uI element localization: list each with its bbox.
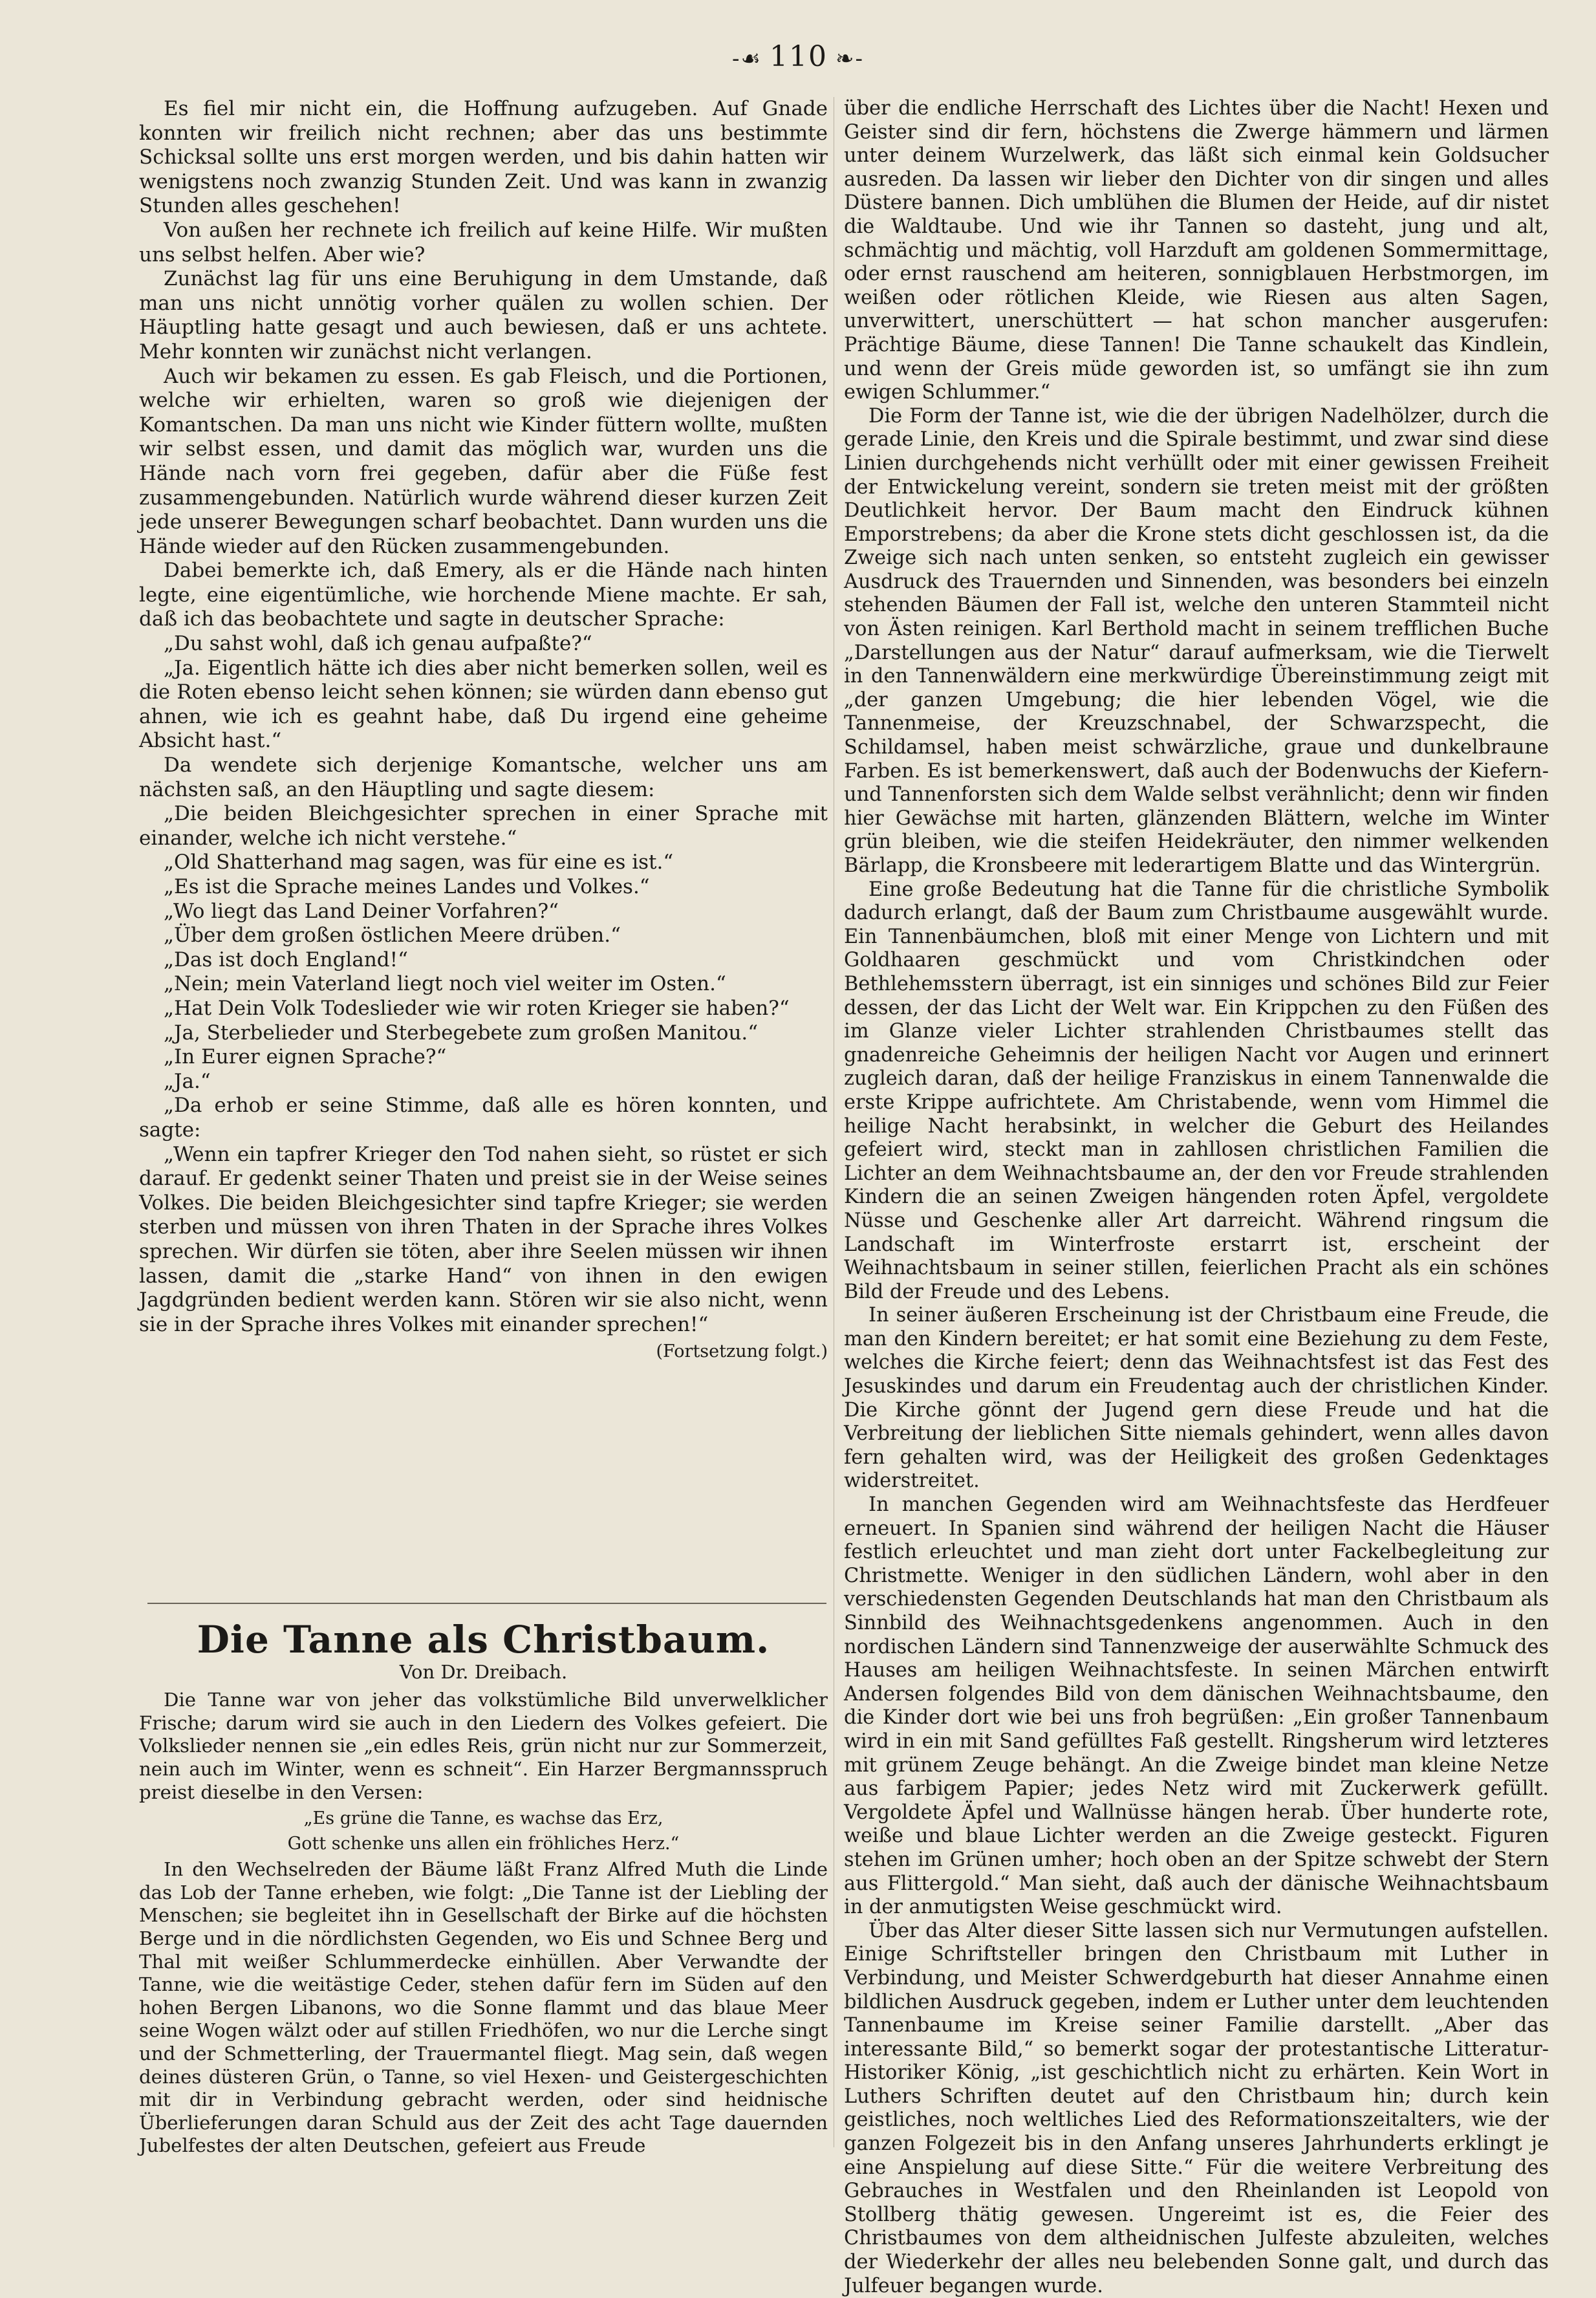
article-paragraph: In seiner äußeren Erscheinung ist der Christbaum eine Freude, die man den Kindern bereitet; er hat somit eine Beziehung zu dem Feste, welches die Kirche feiert; denn das Weihnachtsfest ist das Fest des Jesuskindes und darum ein Freudentag auch der christlichen Kinder. Die Kirche gönnt der Jugend gern diese Freude und hat die Verbreitung der lieblichen Sitte niemals gehindert, wenn alles davon fern gehalten wird, was der Heiligkeit des großen Gedenktages widerstreitet. bbox=[844, 1304, 1549, 1493]
article-paragraph: Die Form der Tanne ist, wie die der übrigen Nadelhölzer, durch die gerade Linie, den Kreis und die Spirale bestimmt, und zwar sind diese Linien durchgehends nicht verhüllt oder mit einer gewissen Freiheit der Entwickelung vereint, sondern sie treten meist mit der größten Deutlichkeit hervor. Der Baum macht den Eindruck kühnen Emporstrebens; da aber die Krone stets dicht geschlossen ist, da die Zweige sich nach unten senken, so entsteht zugleich ein gewisser Ausdruck des Trauernden und Sinnenden, was besonders bei einzeln stehenden Bäumen der Fall ist, welche den unteren Stammteil nicht von Ästen reinigen. Karl Berthold macht in seinem trefflichen Buche „Darstellungen aus der Natur“ darauf aufmerksam, wie die Tierwelt in den Tannenwäldern eine merkwürdige Übereinstimmung zeigt mit „der ganzen Umgebung; die hier lebenden Vögel, wie die Tannenmeise, der Kreuzschnabel, der Schwarzspecht, die Schildamsel, haben meist schwärzliche, graue und dunkelbraune Farben. Es ist bemerkenswert, daß auch der Bodenwuchs der Kiefern- und Tannenforsten sich dem Walde selbst verähnlicht; denn wir finden hier Gewächse mit harten, glänzenden Blättern, welche im Winter grün bleiben, wie die steifen Heidekräuter, den nimmer welkenden Bärlapp, die Kronsbeere mit lederartigem Blatte und das Wintergrün. bbox=[844, 404, 1549, 877]
article-paragraph: Eine große Bedeutung hat die Tanne für die christliche Symbolik dadurch erlangt, daß der Baum zum Christbaume ausgewählt wurde. Ein Tannenbäumchen, bloß mit einer Menge von Lichtern und mit Goldhaaren geschmückt und vom Christkindchen oder Bethlehemsstern überragt, ist ein sinniges und schönes Bild zur Feier dessen, der das Licht der Welt war. Ein Krippchen zu den Füßen des im Glanze vieler Lichter strahlenden Christbaumes stellt das gnadenreiche Geheimnis der heiligen Nacht vor Augen und erinnert zugleich daran, daß der heilige Franziskus in einem Tannenwalde die erste Krippe aufrichtete. Am Christabende, wenn vom Himmel die heilige Nacht herabsinkt, in welcher die Geburt des Heilandes gefeiert wird, steckt man in zahllosen christlichen Familien die Lichter an dem Weihnachtsbaume an, der den vor Freude strahlenden Kindern die an seinen Zweigen hängenden roten Äpfel, vergoldete Nüsse und Geschenke aller Art darreicht. Während ringsum die Landschaft im Winterfroste erstarrt ist, erscheint der Weihnachtsbaum in seiner stillen, feierlichen Pracht als ein schönes Bild der Freude und des Lebens. bbox=[844, 878, 1549, 1303]
continuation-note: (Fortsetzung folgt.) bbox=[656, 1341, 828, 1362]
article-paragraph: In manchen Gegenden wird am Weihnachtsfeste das Herdfeuer erneuert. In Spanien sind während der heiligen Nacht die Häuser festlich erleuchtet und man zieht dort unter Fackelbegleitung zur Christmette. Weniger in den südlichen Ländern, wohl aber in den verschiedensten Gegenden Deutschlands hat man den Christbaum als Sinnbild des Weihnachtsgedenkens angenommen. Auch in den nordischen Ländern sind Tannenzweige der auserwählte Schmuck des Hauses am heiligen Weihnachtsfeste. In seinen Märchen entwirft Andersen folgendes Bild von dem dänischen Weihnachtsbaume, den die Kinder dort wie bei uns froh begrüßen: „Ein großer Tannenbaum wird in ein mit Sand gefülltes Faß gestellt. Ringsherum wird letzteres mit grünem Zeuge behängt. An die Zweige bindet man kleine Netze aus farbigem Papier; jedes Netz wird mit Zuckerwerk gefüllt. Vergoldete Äpfel und Wallnüsse hängen herab. Über hunderte rote, weiße und blaue Lichter werden an die Zweige gesteckt. Figuren stehen im Grünen umher; hoch oben an der Spitze schwebt der Stern aus Flittergold.“ Man sieht, daß auch der dänische Weihnachtsbaum in der anmutigsten Weise geschmückt wird. bbox=[844, 1493, 1549, 1919]
article-paragraph: über die endliche Herrschaft des Lichtes über die Nacht! Hexen und Geister sind dir fern, höchstens die Zwerge hämmern und lärmen unter deinem Wurzelwerk, das läßt sich einmal kein Goldsucher ausreden. Da lassen wir lieber den Dichter von dir singen und alles Düstere bannen. Dich umblühen die Blumen der Heide, auf dir nistet die Waldtaube. Und wie ihr Tannen so dasteht, jung und alt, schmächtig und mächtig, voll Harzduft am goldenen Sommermittage, oder ernst rauschend am heiteren, sonnigblauen Herbstmorgen, im weißen oder rötlichen Kleide, wie Riesen aus alten Sagen, unverwittert, unerschüttert — hat schon mancher ausgerufen: Prächtige Bäume, diese Tannen! Die Tanne schaukelt das Kindlein, und wenn der Greis müde geworden ist, so umfängt sie ihn zum ewigen Schlummer.“ bbox=[844, 97, 1549, 404]
story-dialogue: „Du sahst wohl, daß ich genau aufpaßte?“ bbox=[164, 632, 592, 656]
story-dialogue: „Ja, Sterbelieder und Sterbegebete zum großen Manitou.“ bbox=[164, 1021, 759, 1045]
story-column bbox=[139, 97, 828, 1594]
section-divider bbox=[147, 1603, 826, 1604]
story-paragraph: Es fiel mir nicht ein, die Hoffnung aufzugeben. Auf Gnade konnten wir freilich nicht rechnen; aber das uns bestimmte Schicksal sollte uns erst morgen werden, und bis dahin hatten wir wenigstens noch zwanzig Stunden Zeit. Und was kann in zwanzig Stunden alles geschehen! bbox=[139, 97, 828, 218]
verse-line: „Es grüne die Tanne, es wachse das Erz, bbox=[303, 1808, 663, 1829]
article-byline: Von Dr. Dreibach. bbox=[399, 1660, 568, 1683]
story-dialogue: „Die beiden Bleichgesichter sprechen in einer Sprache mit einander, welche ich nicht verstehe.“ bbox=[139, 802, 828, 850]
story-paragraph: Da wendete sich derjenige Komantsche, welcher uns am nächsten saß, an den Häuptling und sagte diesem: bbox=[139, 753, 828, 801]
article-paragraph: Über das Alter dieser Sitte lassen sich nur Vermutungen aufstellen. Einige Schriftsteller bringen den Christbaum mit Luther in Verbindung, und Meister Schwerdgeburth hat dieser Annahme einen bildlichen Ausdruck gegeben, indem er Luther unter dem leuchtenden Tannenbaume im Kreise seiner Familie darstellt. „Aber das interessante Bild,“ so bemerkt sogar der protestantische Litteratur-Historiker König, „ist geschichtlich nicht zu erhärten. Kein Wort in Luthers Schriften deutet auf den Christbaum hin; durch kein geistliches, noch weltliches Lied des Reformationszeitalters, wie der ganzen Folgezeit bis in den Anfang unseres Jahrhunderts erklingt je eine Anspielung auf diese Sitte.“ Für die weitere Verbreitung des Gebrauches in Westfalen und den Rheinlanden ist Leopold von Stollberg thätig gewesen. Ungereimt ist es, die Feier des Christbaumes von dem altheidnischen Julfeste abzuleiten, welches der Wiederkehr der alles neu belebenden Sonne galt, und durch das Julfeuer begangen wurde. bbox=[844, 1919, 1549, 2297]
right-ornament-icon: ❧- bbox=[835, 46, 864, 72]
story-dialogue: „Ja.“ bbox=[164, 1069, 211, 1093]
article-right-column bbox=[844, 97, 1549, 2298]
story-paragraph: Von außen her rechnete ich freilich auf keine Hilfe. Wir mußten uns selbst helfen. Aber wie? bbox=[139, 218, 828, 266]
story-dialogue: „Nein; mein Vaterland liegt noch viel weiter im Osten.“ bbox=[164, 972, 726, 996]
story-dialogue: „Wenn ein tapfrer Krieger den Tod nahen sieht, so rüstet er sich darauf. Er gedenkt seiner Thaten und preist sie in der Weise seines Volkes. Die beiden Bleichgesichter sind tapfre Krieger; sie werden sterben und müssen von ihren Thaten in der Sprache ihres Volkes sprechen. Wir dürfen sie töten, aber ihre Seelen müssen wir ihnen lassen, damit die „starke Hand“ von ihnen in den ewigen Jagdgründen bedient werden kann. Stören wir sie also nicht, wenn sie in der Sprache ihres Volkes mit einander sprechen!“ bbox=[139, 1142, 828, 1336]
story-paragraph: Auch wir bekamen zu essen. Es gab Fleisch, und die Portionen, welche wir erhielten, waren so groß wie diejenigen der Komantschen. Da man uns nicht wie Kinder füttern wollte, mußten wir selbst essen, und damit das möglich war, wurden uns die Hände nach vorn frei gegeben, dafür aber die Füße fest zusammengebunden. Natürlich wurde während dieser kurzen Zeit jede unserer Bewegungen scharf beobachtet. Dann wurden uns die Hände wieder auf den Rücken zusammengebunden. bbox=[139, 364, 828, 558]
story-dialogue: „In Eurer eignen Sprache?“ bbox=[164, 1045, 447, 1069]
story-dialogue: „Über dem großen östlichen Meere drüben.“ bbox=[164, 924, 621, 948]
story-dialogue: „Das ist doch England!“ bbox=[164, 948, 408, 971]
story-dialogue: „Ja. Eigentlich hätte ich dies aber nicht bemerken sollen, weil es die Roten ebenso leicht sehen können; sie würden dann ebenso gut ahnen, wie ich es geahnt habe, daß Du irgend eine geheime Absicht hast.“ bbox=[139, 656, 828, 753]
story-dialogue: „Old Shatterhand mag sagen, was für eine es ist.“ bbox=[164, 851, 674, 874]
article-paragraph: In den Wechselreden der Bäume läßt Franz Alfred Muth die Linde das Lob der Tanne erheben, wie folgt: „Die Tanne ist der Liebling der Menschen; sie begleitet ihn in Gesellschaft der Birke auf die höchsten Berge und in die nördlichsten Gegenden, wo Eis und Schnee Berg und Thal mit weißer Schlummerdecke einhüllen. Aber Verwandte der Tanne, wie die weitästige Ceder, stehen dafür fern im Süden auf den hohen Bergen Libanons, wo die Sonne flammt und das blaue Meer seine Wogen wälzt oder auf stillen Friedhöfen, wo nur die Lerche singt und der Schmetterling, der Trauermantel fliegt. Mag sein, daß wegen deines düsteren Grün, o Tanne, so viel Hexen- und Geistergeschichten mit dir in Verbindung gebracht werden, oder sind heidnische Überlieferungen daran Schuld aus der Zeit des acht Tage dauernden Jubelfestes der alten Deutschen, gefeiert aus Freude bbox=[139, 1858, 828, 2157]
story-paragraph: Dabei bemerkte ich, daß Emery, als er die Hände nach hinten legte, eine eigentümliche, wie horchende Miene machte. Er sah, daß ich das beobachtete und sagte in deutscher Sprache: bbox=[139, 559, 828, 631]
page-number bbox=[0, 40, 1596, 73]
verse-line: Gott schenke uns allen ein fröhliches Herz.“ bbox=[287, 1834, 680, 1854]
story-dialogue: „Da erhob er seine Stimme, daß alle es hören konnten, und sagte: bbox=[139, 1094, 828, 1142]
story-dialogue: „Hat Dein Volk Todeslieder wie wir roten Krieger sie haben?“ bbox=[164, 996, 790, 1020]
story-dialogue: „Es ist die Sprache meines Landes und Volkes.“ bbox=[164, 875, 650, 898]
page-number-text: 110 bbox=[770, 40, 828, 73]
story-dialogue: „Wo liegt das Land Deiner Vorfahren?“ bbox=[164, 899, 559, 923]
article-left-column bbox=[139, 1618, 828, 2158]
article-paragraph: Die Tanne war von jeher das volkstümliche Bild unverwelklicher Frische; darum wird sie auch in den Liedern des Volkes gefeiert. Die Volkslieder nennen sie „ein edles Reis, grün nicht nur zur Sommerzeit, nein auch im Winter, wenn es schneit“. Ein Harzer Bergmannsspruch preist dieselbe in den Versen: bbox=[139, 1689, 828, 1803]
left-ornament-icon: -☙ bbox=[732, 46, 762, 72]
story-paragraph: Zunächst lag für uns eine Beruhigung in dem Umstande, daß man uns nicht unnötig vorher quälen zu wollen schien. Der Häuptling hatte gesagt und auch bewiesen, daß er uns achtete. Mehr konnten wir zunächst nicht verlangen. bbox=[139, 267, 828, 363]
article-title: Die Tanne als Christbaum. bbox=[197, 1618, 770, 1662]
